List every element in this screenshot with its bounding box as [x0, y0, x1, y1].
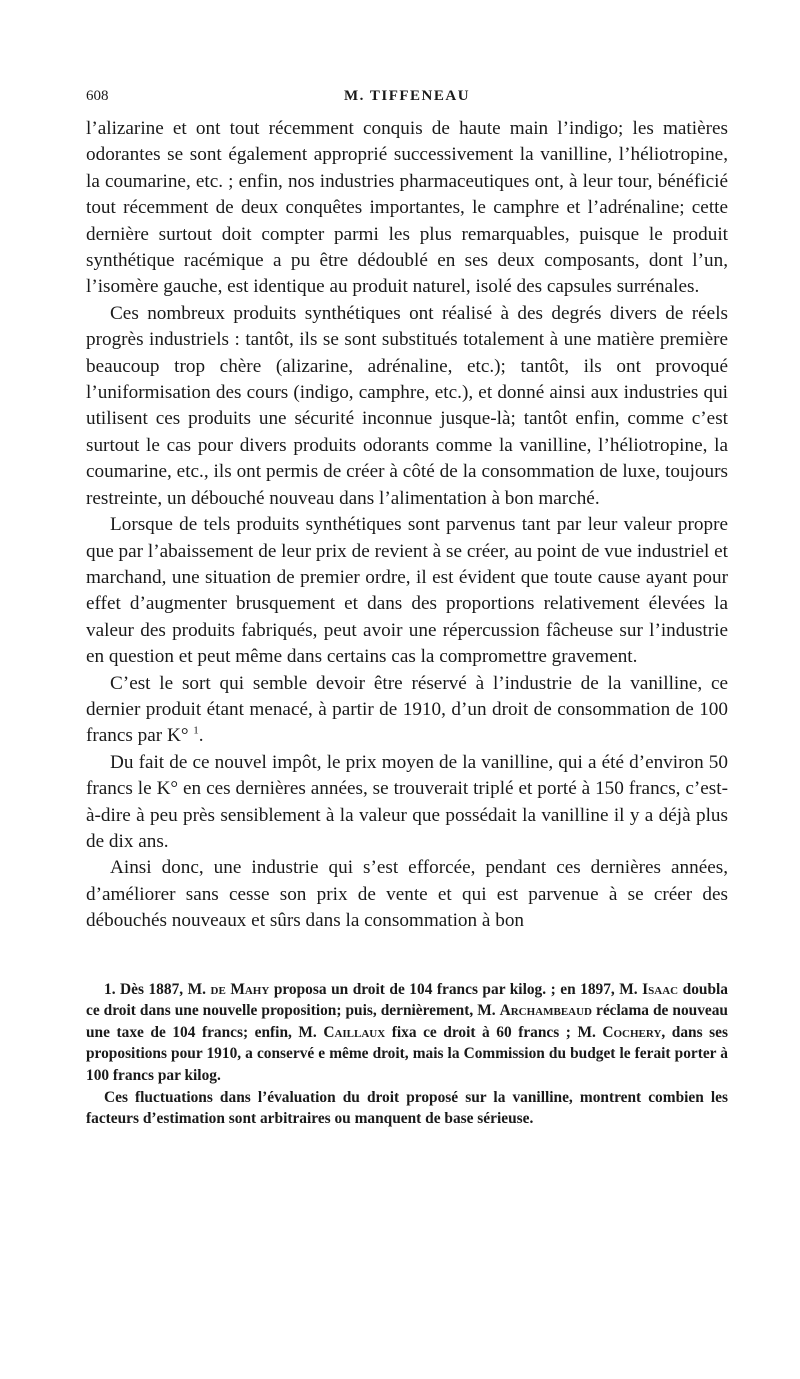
- person-name: Archambeaud: [499, 1002, 592, 1020]
- footnote-text: doubla ce droit dans une nouvelle proposition; puis, dernièrement, M.: [86, 980, 728, 1020]
- footnote-text: fixa ce droit à 60 francs ; M.: [391, 1023, 596, 1041]
- footnote-text: , dans ses propositions pour 1910, a conservé e même droit, mais la Commission du budget le ferait porter à 100 francs par kilog.: [86, 1023, 728, 1084]
- footnote-text: proposa un droit de 104 francs par kilog. ; en 1897, M.: [273, 980, 638, 998]
- paragraph: Ces nombreux produits synthétiques ont réalisé à des degrés divers de réels progrès industriels : tantôt, ils se sont substitués totalement à une matière première beaucoup trop chère (alizarine, adrénaline, etc.); tantôt, ils ont provoqué l’uniformisation des cours (indigo, camphre, etc.), et donné ainsi aux industries qui utilisent ces produits une sécurité inconnue jusque-là; tantôt enfin, comme c’est surtout le cas pour divers produits odorants comme la vanilline, l’héliotropine, la coumarine, etc., ils ont permis de créer à côté de la consommation de luxe, toujours restreinte, un débouché nouveau dans l’alimentation à bon marché.: [86, 302, 728, 509]
- paragraph-text: C’est le sort qui semble devoir être réservé à l’industrie de la vanilline, ce dernier produit étant menacé, à partir de 1910, d’un droit de consommation de 100 francs par K°: [86, 672, 728, 747]
- person-name: Isaac: [642, 980, 679, 998]
- paragraph-text: .: [198, 725, 204, 747]
- paragraph: [86, 671, 728, 750]
- paragraph: Ainsi donc, une industrie qui s’est efforcée, pendant ces dernières années, d’améliorer sans cesse son prix de vente et qui est parvenue à se créer des débouchés nouveaux et sûrs dans la consommation à bon: [86, 857, 728, 932]
- person-name: de Mahy: [210, 980, 270, 998]
- paragraph: Lorsque de tels produits synthétiques sont parvenus tant par leur valeur propre que par l’abaissement de leur prix de revient à se créer, au point de vue industriel et marchand, une situation de premier ordre, il est évident que toute cause ayant pour effet d’augmenter brusquement et dans des proportions relativement élevées la valeur des produits fabriqués, peut avoir une répercussion fâcheuse sur l’industrie en question et peut même dans certains cas la compromettre gravement.: [86, 514, 728, 668]
- footnote: Ces fluctuations dans l’évaluation du droit proposé sur la vanilline, montrent combien les facteurs d’estimation sont arbitraires ou manquent de base sérieuse.: [86, 1088, 728, 1128]
- paragraph: Du fait de ce nouvel impôt, le prix moyen de la vanilline, qui a été d’environ 50 francs le K° en ces dernières années, se trouverait triplé et porté à 150 francs, c’est-à-dire à peu près sensiblement à la valeur que possédait la vanilline il y a déjà plus de dix ans.: [86, 751, 728, 852]
- footnotes: [86, 979, 728, 1130]
- body-text: [86, 116, 728, 935]
- running-head: M. TIFFENEAU: [343, 88, 471, 104]
- page-header: [86, 88, 728, 110]
- footnote-text: 1. Dès 1887, M.: [104, 980, 207, 998]
- person-name: Cochery: [602, 1023, 662, 1041]
- paragraph: l’alizarine et ont tout récemment conquis de haute main l’indigo; les matières odorantes se sont également approprié successivement la vanilline, l’héliotropine, la coumarine, etc. ; enfin, nos industries pharmaceutiques ont, à leur tour, bénéficié tout récemment de deux conquêtes importantes, le camphre et l’adrénaline; cette dernière surtout doit compter parmi les plus remarquables, puisque le produit synthétique racémique a pu être dédoublé en ses deux composants, dont l’un, l’isomère gauche, est identique au produit naturel, isolé des capsules surrénales.: [86, 118, 728, 298]
- document-page: [86, 88, 728, 1130]
- person-name: Caillaux: [323, 1023, 386, 1041]
- footnote: [86, 979, 728, 1087]
- footnote-reference[interactable]: 1: [193, 724, 199, 737]
- footnote-text: réclama de nouveau une taxe de 104 francs; enfin, M.: [86, 1002, 728, 1041]
- page-number: 608: [86, 88, 109, 104]
